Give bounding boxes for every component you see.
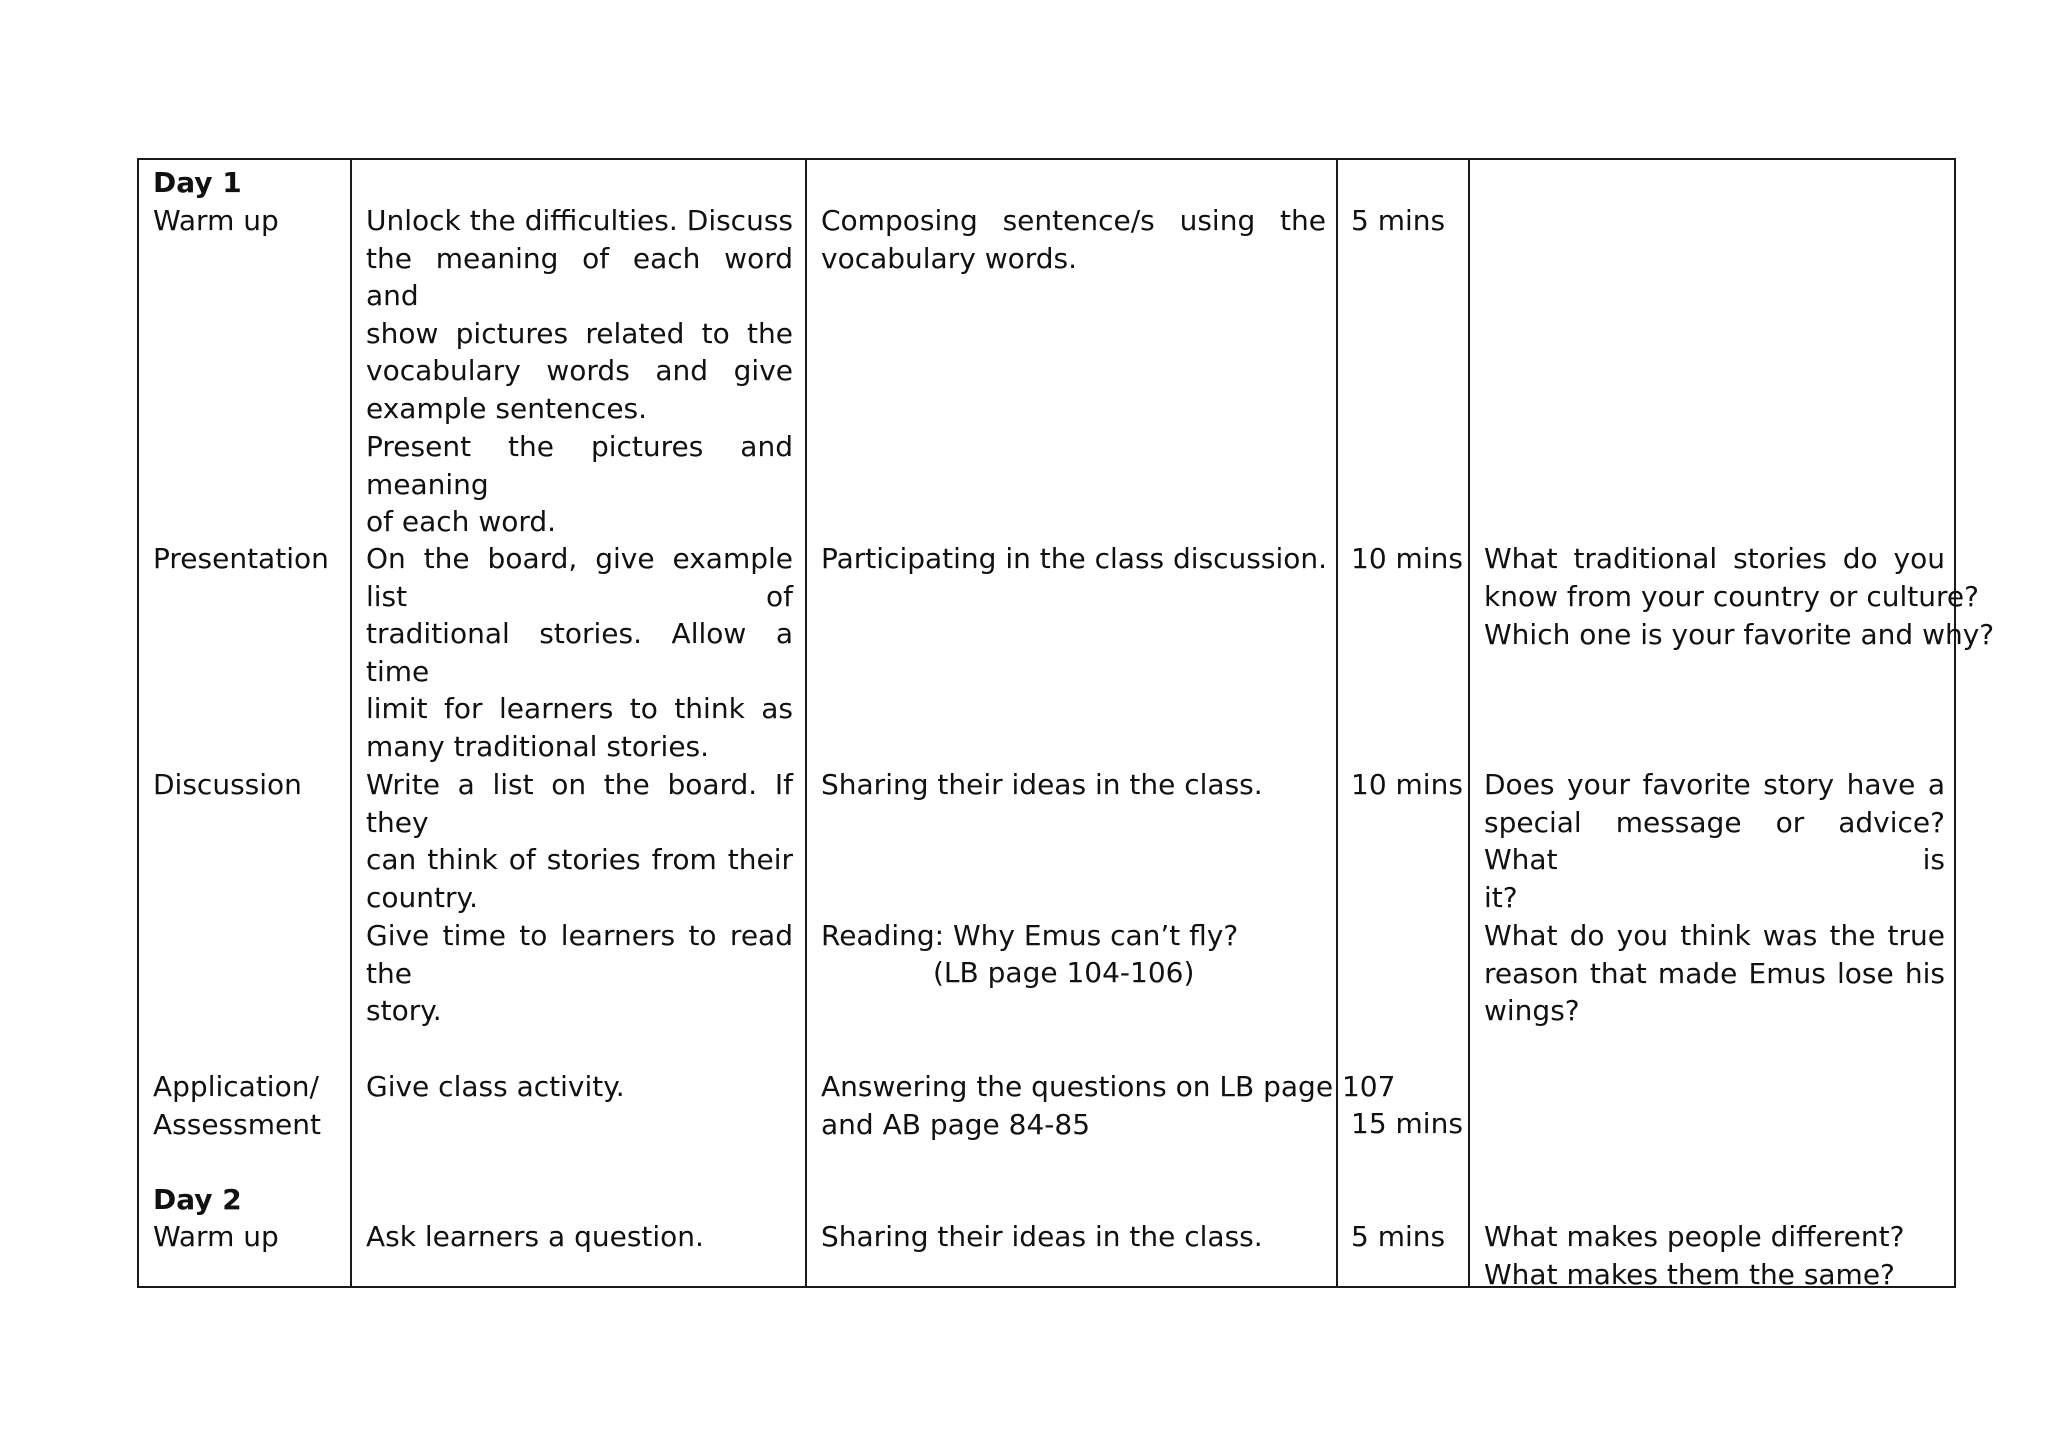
- time-allotment: 5 mins: [1351, 1220, 1446, 1253]
- stage-label: Application/ Assessment: [153, 1070, 321, 1141]
- time-allotment: 10 mins: [1351, 542, 1463, 575]
- learner-activity: Answering the questions on LB page 107 and AB page 84-85: [821, 1070, 1396, 1141]
- guide-questions-extra: What do you think was the true reason that made Emus lose his wings?: [1484, 919, 1945, 1028]
- day-label: Day 2: [153, 1183, 242, 1216]
- teacher-activity: On the board, give example list of traditional stories. Allow a time limit for learners to think as many traditional stories.: [366, 542, 793, 763]
- teacher-activity: Write a list on the board. If they can think of stories from their country.: [366, 768, 793, 914]
- guide-questions: Does your favorite story have a special message or advice? What is it?: [1484, 768, 1945, 914]
- day-label: Day 1: [153, 166, 242, 199]
- column-divider: [350, 160, 352, 1286]
- reading-pages: (LB page 104-106): [933, 956, 1195, 989]
- column-divider: [1468, 160, 1470, 1286]
- time-allotment: 5 mins: [1351, 204, 1446, 237]
- learner-activity: Composing sentence/s using the vocabulary words.: [821, 204, 1326, 275]
- stage-label: Presentation: [153, 542, 329, 575]
- guide-questions: What traditional stories do you know from your country or culture?: [1484, 542, 1979, 613]
- teacher-activity-extra: Present the pictures and meaning of each word.: [366, 430, 793, 539]
- reading-title: Reading: Why Emus can’t fly?: [821, 919, 1239, 952]
- teacher-activity-extra: Give time to learners to read the story.: [366, 919, 793, 1028]
- guide-questions: What makes people different? What makes them the same?: [1484, 1220, 1905, 1291]
- stage-label: Warm up: [153, 1220, 279, 1253]
- column-divider: [805, 160, 807, 1286]
- lesson-plan-table: [137, 158, 1995, 1291]
- time-allotment: 15 mins: [1351, 1107, 1463, 1140]
- teacher-activity: Unlock the difficulties. Discuss the meaning of each word and show pictures related to the vocabulary words and give example sentences.: [366, 204, 793, 425]
- stage-label: Discussion: [153, 768, 302, 801]
- learner-activity: Sharing their ideas in the class.: [821, 768, 1263, 801]
- learner-activity: Participating in the class discussion.: [821, 542, 1328, 575]
- learner-activity: Sharing their ideas in the class.: [821, 1220, 1263, 1253]
- guide-questions-extra: Which one is your favorite and why?: [1484, 618, 1995, 651]
- time-allotment: 10 mins: [1351, 768, 1463, 801]
- teacher-activity: Ask learners a question.: [366, 1220, 704, 1253]
- teacher-activity: Give class activity.: [366, 1070, 625, 1103]
- stage-label: Warm up: [153, 204, 279, 237]
